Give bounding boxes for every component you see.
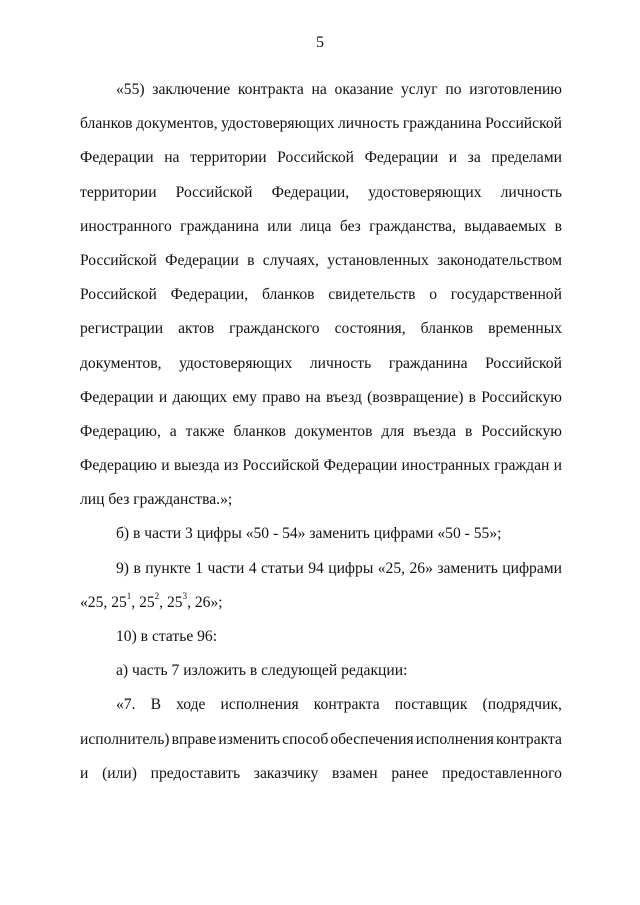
word: оказание	[334, 81, 394, 98]
word: без	[339, 217, 361, 235]
word: Федерации,	[271, 183, 350, 201]
word: в	[247, 251, 255, 269]
word: ранее	[391, 764, 429, 782]
text-line	[80, 73, 562, 107]
quoted-text-line	[80, 723, 562, 757]
word: 1	[195, 559, 204, 577]
text-line	[80, 347, 562, 381]
text-line	[80, 278, 562, 312]
word: В	[150, 696, 161, 714]
word: право	[262, 388, 301, 406]
word: Российской	[80, 251, 157, 269]
word: по	[445, 81, 462, 98]
word: документов	[294, 422, 373, 440]
text-line	[80, 107, 562, 141]
word: Российской	[277, 149, 355, 167]
word: в	[554, 217, 562, 235]
word: статьи	[261, 559, 304, 577]
text-fragment: , 25	[159, 593, 183, 611]
word: Российскую	[481, 388, 562, 406]
word: граждан	[494, 457, 550, 475]
word: части	[207, 559, 245, 577]
text-fragment: , 26»;	[187, 593, 223, 611]
text-line	[80, 415, 562, 449]
word: пределами	[491, 149, 562, 167]
word: на	[305, 388, 321, 406]
word: гражданского	[229, 320, 320, 338]
word: территории	[80, 183, 157, 201]
amendment-item-9-continuation	[80, 586, 562, 620]
word: (возвращение)	[367, 388, 464, 406]
word: в	[464, 422, 473, 440]
word: Федерации	[80, 388, 154, 406]
word: удостоверяющих	[221, 115, 335, 133]
word: Федерации,	[170, 286, 249, 304]
word: предоставить	[150, 764, 241, 782]
word: свидетельств	[328, 286, 416, 304]
word: Федерацию,	[80, 422, 161, 440]
word: выдаваемых	[464, 217, 547, 235]
word: и	[80, 764, 89, 782]
word: в	[133, 559, 141, 577]
word: способ	[282, 730, 329, 748]
word: вправе	[171, 730, 217, 748]
word: въезда	[413, 422, 457, 440]
word: исполнения	[415, 730, 494, 748]
word: личность	[500, 183, 562, 201]
text-fragment: , 25	[131, 593, 155, 611]
word: изменить	[218, 730, 281, 748]
word: Российской	[485, 354, 562, 372]
word: заключение	[152, 81, 231, 98]
text-line: лиц без гражданства.»;	[80, 491, 233, 509]
word: поставщик	[394, 696, 468, 714]
word: 4	[248, 559, 257, 577]
word: 94	[308, 559, 324, 577]
word: документов,	[80, 354, 162, 372]
word: Российской	[242, 457, 320, 475]
word: временных	[488, 320, 562, 338]
word: услуг	[400, 81, 438, 98]
word: Российской	[80, 286, 157, 304]
quoted-text-line	[80, 757, 562, 791]
word: удостоверяющих	[368, 183, 482, 201]
word: цифрами	[502, 559, 562, 577]
word: случаях,	[262, 251, 319, 269]
text-fragment: «25, 25	[80, 593, 127, 611]
word: бланков	[233, 422, 286, 440]
word: лица	[300, 217, 332, 235]
word: контракта	[495, 730, 562, 748]
text-line	[80, 141, 562, 175]
word: цифры	[328, 559, 374, 577]
word: Российской	[485, 115, 562, 133]
word: Российскую	[481, 422, 562, 440]
word: ему	[232, 388, 257, 406]
word: пункте	[145, 559, 191, 577]
amendment-item-9	[80, 552, 562, 586]
word: дающих	[172, 388, 228, 406]
word: Федерации	[323, 457, 398, 475]
word: Федерации	[80, 149, 154, 167]
word: гражданина	[388, 354, 468, 372]
word: личность	[309, 354, 372, 372]
page-number: 5	[316, 34, 324, 51]
word: гражданина	[402, 115, 482, 133]
word: «55)	[116, 81, 145, 98]
word: о	[429, 286, 438, 304]
word: обеспечения	[330, 730, 414, 748]
quoted-text-line	[80, 688, 562, 722]
superscript: 2	[154, 590, 160, 601]
word: удостоверяющих	[179, 354, 293, 372]
word: ходе	[176, 696, 206, 714]
word: Федерации	[364, 149, 439, 167]
amendment-item-b: б) в части 3 цифры «50 - 54» заменить цифрами «50 - 55»;	[116, 525, 502, 543]
text-line	[80, 210, 562, 244]
word: заказчику	[253, 764, 319, 782]
text-line	[80, 381, 562, 415]
word: или	[267, 217, 292, 235]
word: бланков	[80, 115, 133, 133]
word: контракта	[237, 81, 304, 98]
word: на	[311, 81, 327, 98]
word: исполнения	[220, 696, 299, 714]
word: бланков	[261, 286, 315, 304]
text-line	[80, 176, 562, 210]
word: (подрядчик,	[482, 696, 562, 714]
word: заменить	[437, 559, 498, 577]
word: 26»	[409, 559, 433, 577]
word: территории	[190, 149, 267, 167]
text-line	[80, 449, 562, 483]
word: контракта	[313, 696, 380, 714]
word: регистрации	[80, 320, 164, 338]
word: выезда	[173, 457, 220, 475]
word: и	[161, 457, 170, 475]
superscript: 3	[182, 590, 188, 601]
word: и	[158, 388, 168, 406]
word: Федерацию	[80, 457, 157, 475]
word: государственной	[450, 286, 562, 304]
word: въезд	[325, 388, 362, 406]
word: состояния,	[334, 320, 406, 338]
word: Федерации	[165, 251, 239, 269]
word: также	[185, 422, 225, 440]
word: документов,	[136, 115, 218, 133]
word: и	[448, 149, 458, 167]
word: «25,	[377, 559, 406, 577]
word: исполнитель)	[80, 730, 170, 748]
word: личность	[337, 115, 400, 133]
word: иностранных	[401, 457, 491, 475]
word: иностранного	[80, 217, 172, 235]
word: актов	[178, 320, 215, 338]
word: за	[467, 149, 481, 167]
word: в	[468, 388, 476, 406]
amendment-item-a: а) часть 7 изложить в следующей редакции:	[116, 662, 408, 680]
word: законодательством	[437, 251, 562, 269]
word: предоставленного	[441, 764, 562, 782]
word: бланков	[420, 320, 474, 338]
document-body	[80, 73, 562, 791]
word: взамен	[332, 764, 378, 782]
word: 9)	[116, 559, 129, 577]
word: из	[223, 457, 239, 475]
word: Российской	[175, 183, 253, 201]
word: (или)	[102, 764, 137, 782]
word: гражданина	[180, 217, 259, 235]
text-line	[80, 312, 562, 346]
word: на	[164, 149, 180, 167]
amendment-item-10: 10) в статье 96:	[116, 628, 218, 645]
superscript: 1	[126, 590, 132, 601]
word: изготовлению	[469, 81, 562, 98]
word: «7.	[116, 696, 136, 714]
word: для	[381, 422, 405, 440]
word: а	[169, 422, 177, 440]
text-line	[80, 244, 562, 278]
word: и	[553, 457, 562, 475]
word: гражданства,	[369, 217, 457, 235]
word: установленных	[327, 251, 429, 269]
